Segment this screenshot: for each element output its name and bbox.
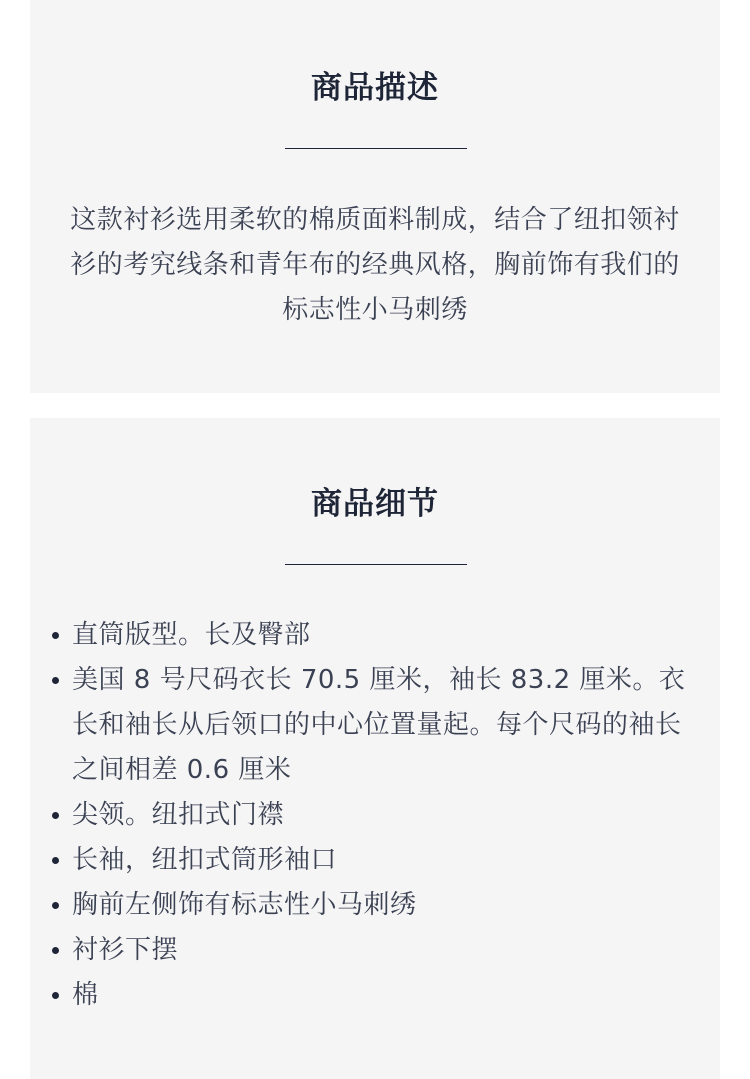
- details-item-text: 直筒版型。长及臀部: [72, 620, 311, 650]
- details-list-item: [72, 838, 690, 883]
- details-list-item: [72, 613, 690, 658]
- product-details-card: [30, 418, 720, 1079]
- bullet-dot-icon: [52, 857, 59, 864]
- bullet-dot-icon: [52, 677, 59, 684]
- description-text: 这款衬衫选用柔软的棉质面料制成，结合了纽扣领衬衫的考究线条和青年布的经典风格，胸前饰有我们的标志性小马刺绣: [70, 205, 680, 325]
- description-title: 商品描述: [311, 70, 439, 106]
- product-description-card: [30, 0, 720, 393]
- details-item-text: 衬衫下摆: [72, 935, 179, 965]
- details-list-item: [72, 793, 690, 838]
- bullet-dot-icon: [52, 992, 59, 999]
- bullet-dot-icon: [52, 902, 59, 909]
- details-item-text: 长袖，纽扣式筒形袖口: [72, 845, 338, 875]
- details-title: 商品细节: [311, 486, 439, 522]
- details-item-text: 尖领。纽扣式门襟: [72, 800, 285, 830]
- bullet-dot-icon: [52, 947, 59, 954]
- details-divider: [285, 564, 467, 565]
- details-item-text: 美国 8 号尺码衣长 70.5 厘米，袖长 83.2 厘米。衣长和袖长从后领口的中心位置量起。每个尺码的袖长之间相差 0.6 厘米: [72, 665, 686, 785]
- description-divider: [285, 148, 467, 149]
- details-list-item: [72, 658, 690, 793]
- bullet-dot-icon: [52, 632, 59, 639]
- details-list-item: [72, 928, 690, 973]
- bullet-dot-icon: [52, 812, 59, 819]
- details-list-item: [72, 883, 690, 928]
- details-item-text: 棉: [72, 980, 99, 1010]
- details-list: [72, 613, 690, 1018]
- details-item-text: 胸前左侧饰有标志性小马刺绣: [72, 890, 417, 920]
- details-list-item: [72, 973, 690, 1018]
